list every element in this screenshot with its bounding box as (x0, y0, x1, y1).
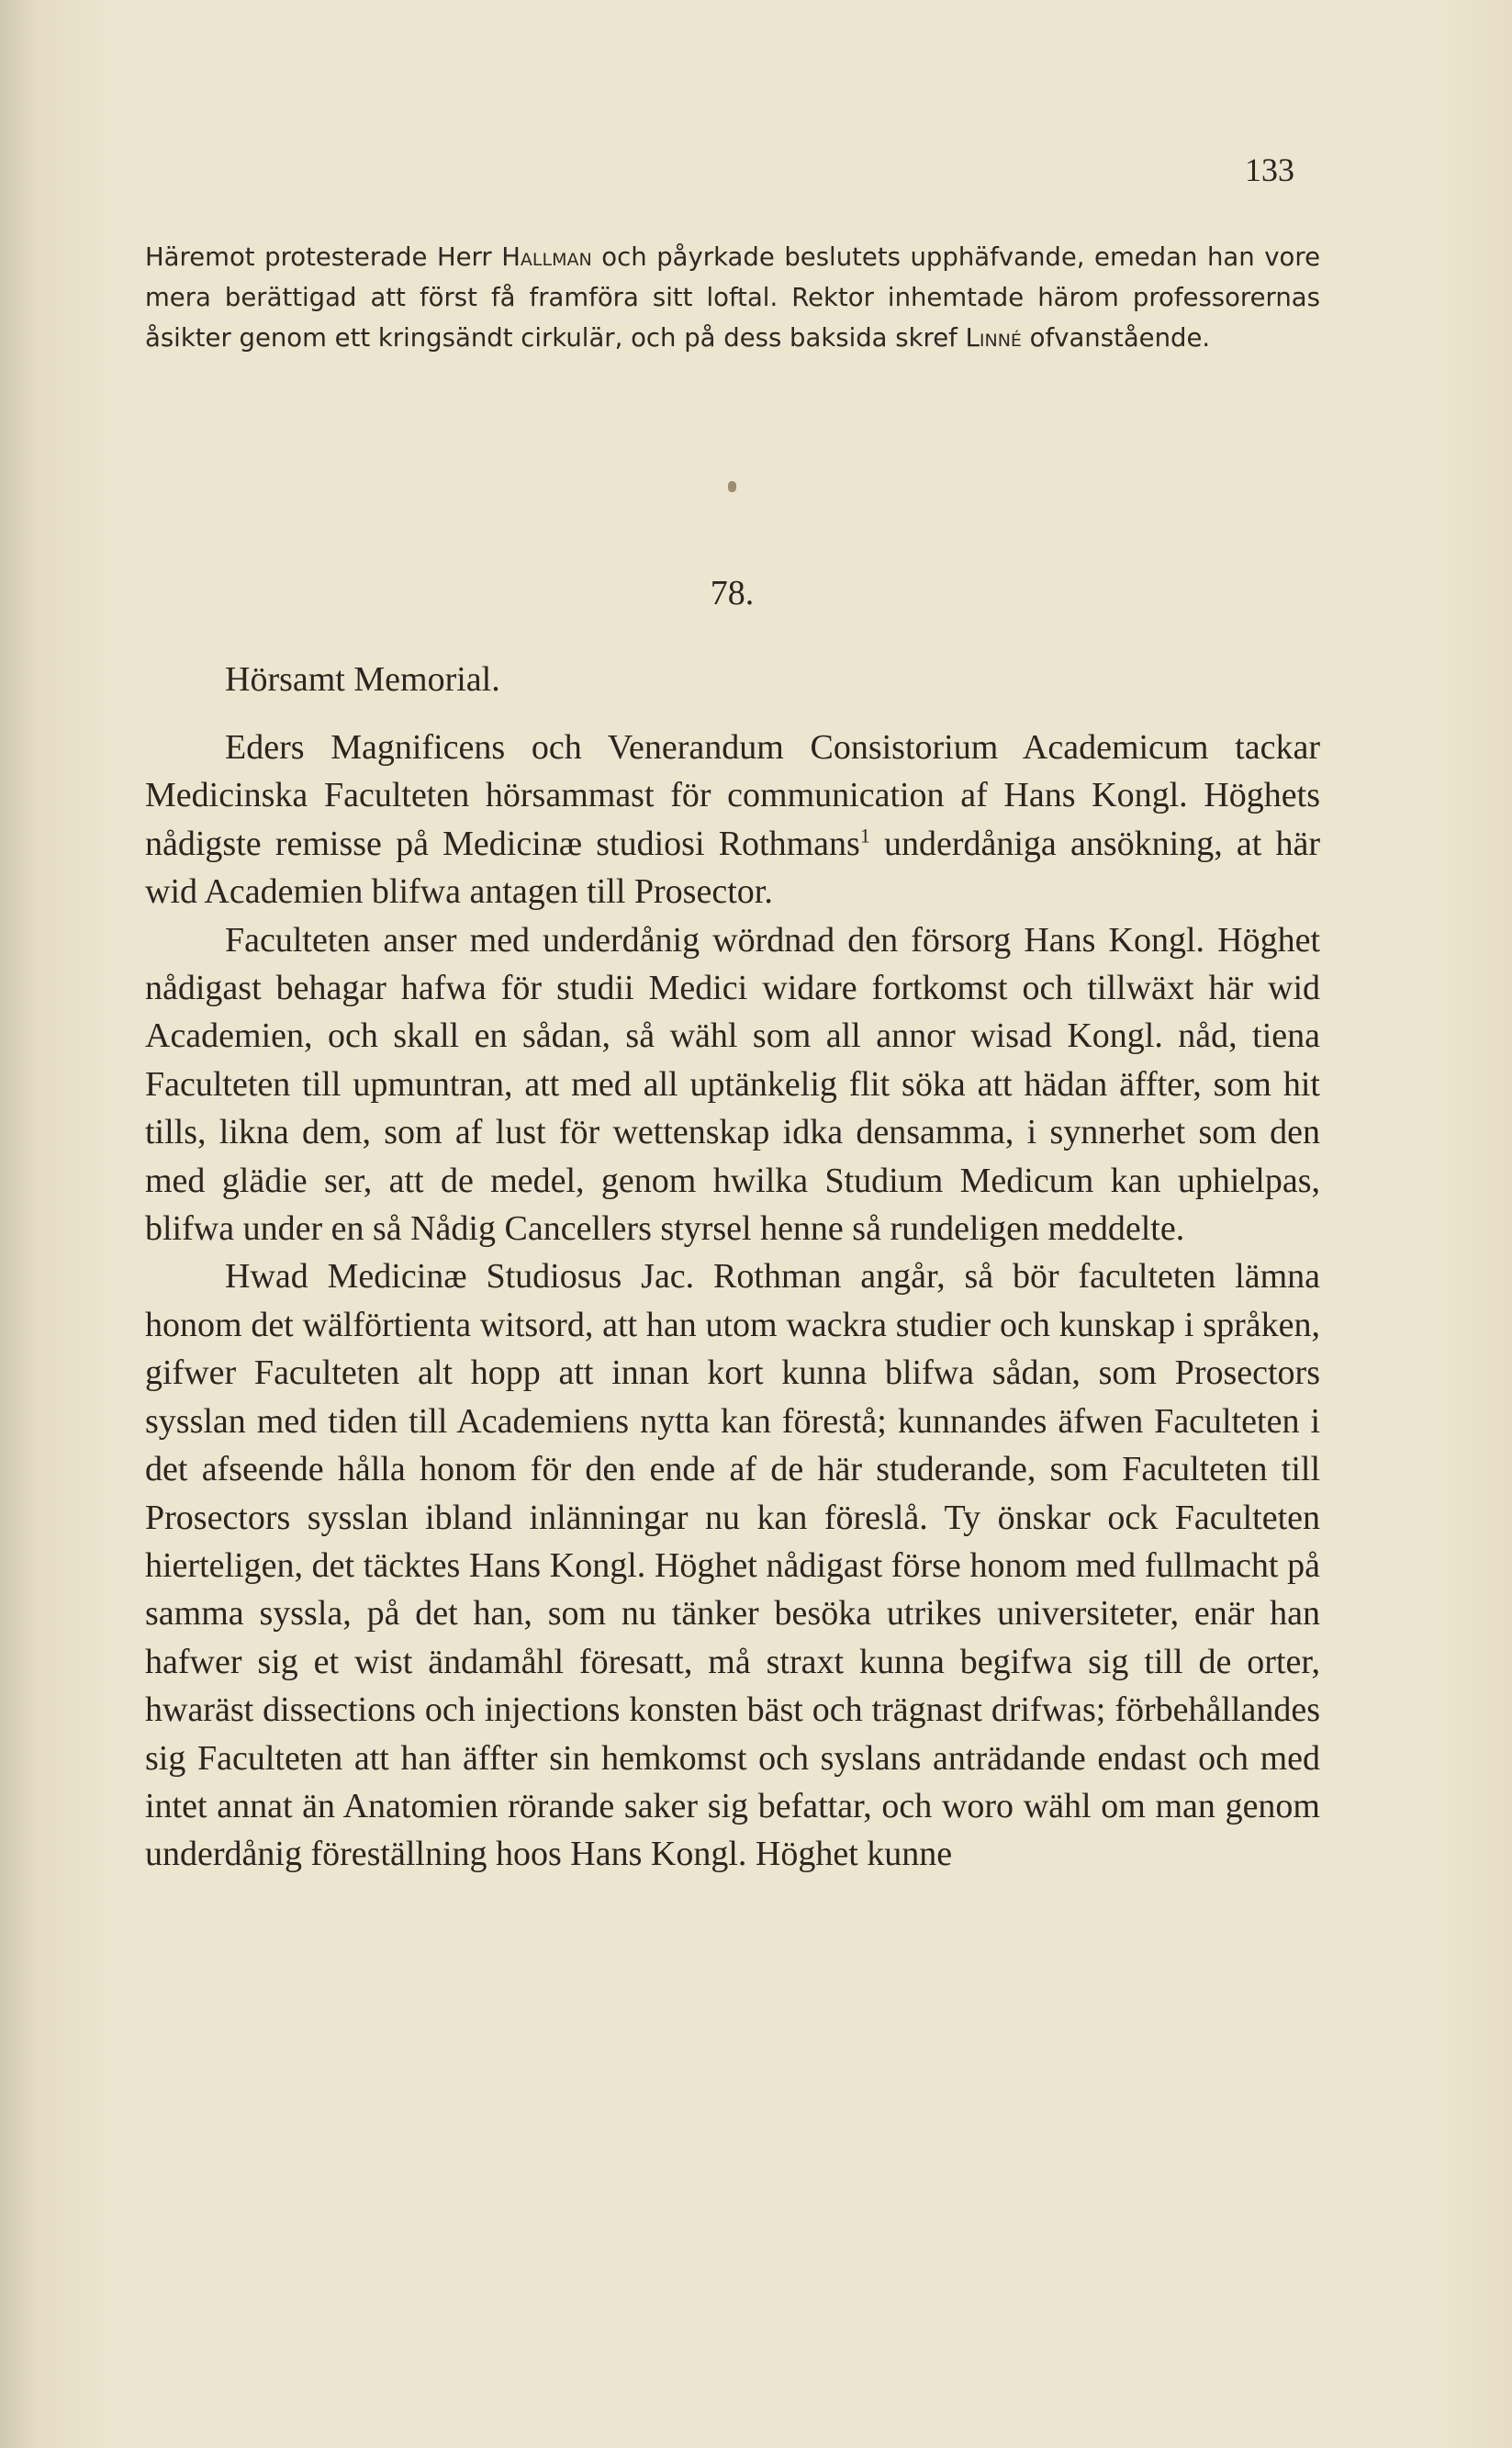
document-title: Hörsamt Memorial. (225, 660, 500, 699)
paragraph-3: Hwad Medicinæ Studiosus Jac. Rothman angår, så bör faculteten lämna honom det wälförtienta witsord, att han utom wackra studier och kunskap i språken, gifwer Faculteten alt hopp att innan kort kunna blifwa sådan, som Prosectors sysslan med tiden till Academiens nytta kan förestå; kunnandes äfwen Faculteten i det afseende hålla honom för den ende af de här studerande, som Faculteten till Prosectors sysslan ibland inlänningar nu kan föreslå. Ty önskar ock Faculteten hierteligen, det täcktes Hans Kongl. Höghet nådigast förse honom med fullmacht på samma syssla, på det han, som nu tänker besöka utrikes universiteter, enär han hafwer sig et wist ändamåhl föresatt, må straxt kunna begifwa sig till de orter, hwaräst dissections och injections konsten bäst och trägnast drifwas; förbehållandes sig Faculteten att han äffter sin hemkomst och syslans anträdande endast och med intet annat än Anatomien rörande saker sig befattar, och woro wähl om man genom underdånig föreställning hoos Hans Kongl. Höghet kunne (145, 1257, 1320, 1874)
intro-text-2: och påyrkade beslutets upphäfvande, emedan han vore mera berättigad att först få framföra sitt loftal. Rektor inhemtade härom professorernas åsikter genom ett kringsändt cirkulär, och på dess baksida skref (145, 242, 1320, 353)
document-number: 78. (710, 574, 755, 612)
paragraph-1-text-a: Eders Magnificens och Venerandum Consistorium Academicum tackar Medicinska Faculteten hörsammast för communication af Hans Kongl. Höghets nådigste remisse på Medicinæ studiosi Rothmans (145, 728, 1320, 863)
paragraph-1-text-b: underdåniga ansökning, at här wid Academien blifwa antagen till Prosector. (145, 824, 1320, 912)
paragraph-2: Faculteten anser med underdånig wördnad den försorg Hans Kongl. Höghet nådigast behagar hafwa för studii Medici widare fortkomst och tillwäxt här wid Academien, och skall en sådan, så wähl som all annor wisad Kongl. nåd, tiena Faculteten till upmuntran, att med all uptänkelig flit söka att hädan äffter, som hit tills, likna dem, som af lust för wettenskap idka densamma, i synnerhet som den med glädie ser, att de medel, genom hwilka Studium Medicum kan uphielpas, blifwa under en så Nådig Cancellers styrsel henne så rundeligen meddelte. (145, 920, 1320, 1249)
name-linne: Linné (965, 323, 1022, 353)
page-number: 133 (1245, 152, 1294, 188)
memorial-body (145, 724, 1320, 1879)
intro-paragraph (145, 237, 1320, 358)
print-speck (728, 481, 736, 492)
paragraph-1 (145, 724, 1320, 916)
name-hallman: Hallman (501, 242, 592, 272)
intro-text-3: ofvanstående. (1021, 323, 1211, 353)
footnote-mark: 1 (859, 824, 870, 848)
intro-text-1: Häremot protesterade Herr (145, 242, 502, 272)
